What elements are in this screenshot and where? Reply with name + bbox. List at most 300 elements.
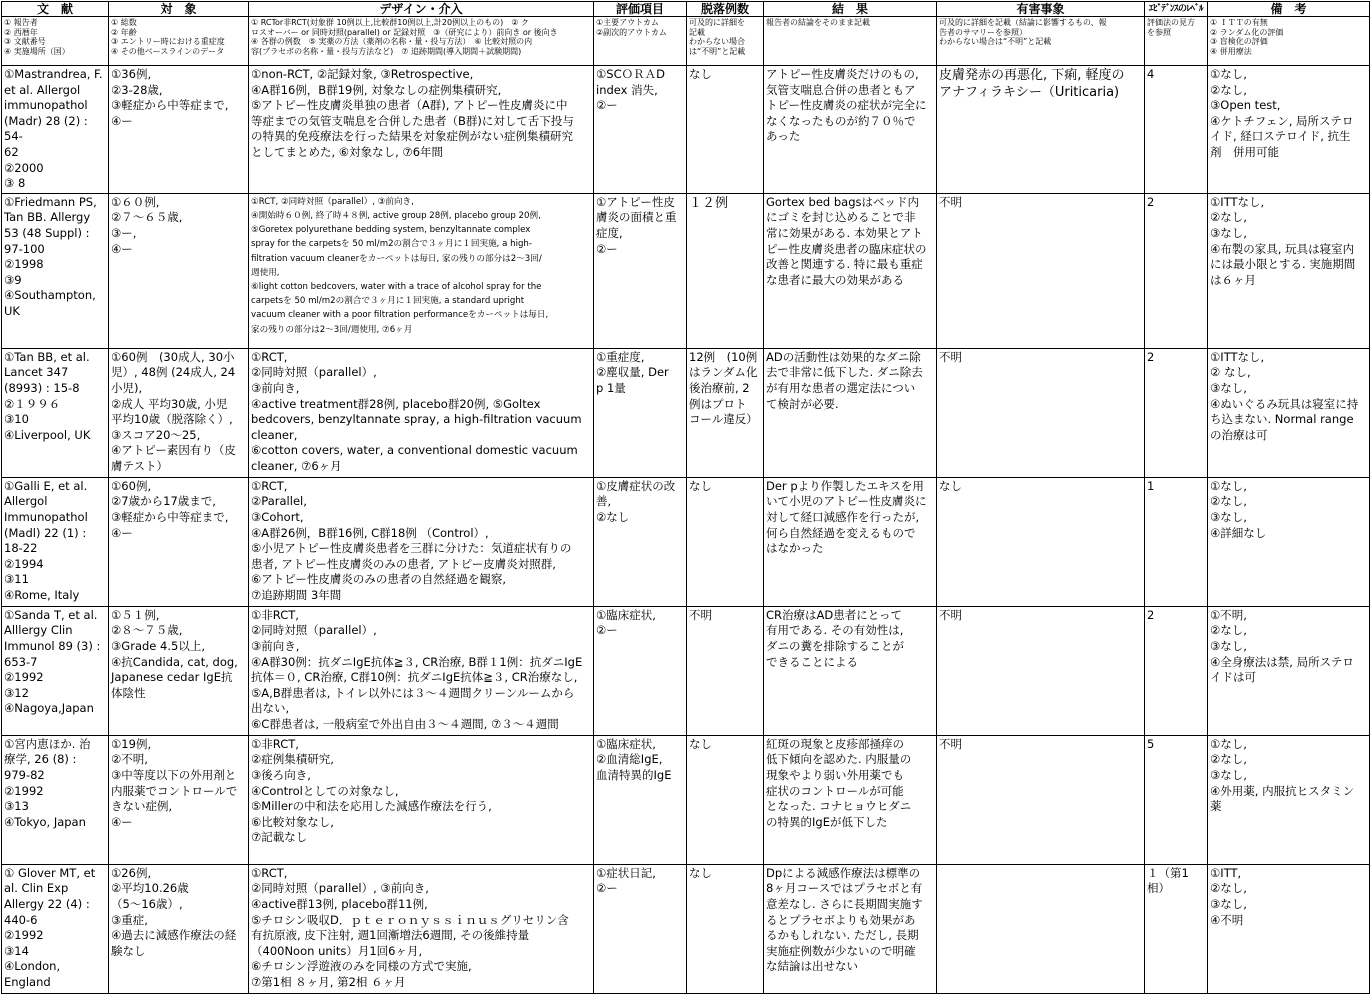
cell-line: ③軽症から中等症まで, xyxy=(111,509,229,524)
cell-subjects xyxy=(109,348,249,477)
cell-line: ④ 併用療法 xyxy=(1210,46,1252,56)
cell-remarks xyxy=(1208,193,1370,348)
header-cell: ｴﾋﾞﾃﾞﾝｽのﾚﾍﾞﾙ xyxy=(1145,2,1208,17)
cell-remarks xyxy=(1208,735,1370,864)
cell-line: ④Liverpool, UK xyxy=(4,427,91,442)
cell-line: ⑤Millerの中和法を応用した減感作療法を行う, xyxy=(251,799,492,814)
cell-line: ①主要アウトカム xyxy=(596,18,659,27)
cell-line: Tan BB. Allergy xyxy=(4,210,91,225)
subheader-cell xyxy=(1208,17,1370,66)
cell-line: ①なし, xyxy=(1210,67,1247,81)
cell-line: ②７～６５歳, xyxy=(111,210,183,225)
cell-line: 患者, アトピー性皮膚炎のみの患者, アトピー皮膚炎対照群, xyxy=(251,556,556,571)
cell-outcomes xyxy=(594,735,687,864)
cell-outcomes xyxy=(594,864,687,993)
cell-remarks xyxy=(1208,348,1370,477)
cell-dropouts xyxy=(687,193,764,348)
cell-reference xyxy=(2,66,109,194)
cell-design xyxy=(249,606,594,735)
cell-line: ④Controlとしての対象なし, xyxy=(251,783,399,798)
cell-dropouts xyxy=(687,606,764,735)
cell-line: イドは可 xyxy=(1210,670,1256,685)
cell-line: 体陰性 xyxy=(111,685,146,700)
cell-line: 2 xyxy=(1147,607,1155,622)
cell-line: アトピー性皮膚炎だけのもの, xyxy=(766,67,919,81)
cell-line: ①臨床症状, xyxy=(596,736,656,751)
cell-line: ②同時対照（parallel）, xyxy=(251,365,377,380)
cell-line: 評価法の見方 xyxy=(1147,18,1195,27)
cell-line: ②1994 xyxy=(4,556,44,571)
cell-line: は６ヶ月 xyxy=(1210,272,1256,287)
cell-line: ②2000 xyxy=(4,160,44,175)
cell-line: 善, xyxy=(596,494,612,509)
table-row xyxy=(2,864,1370,993)
cell-line: ③スコア20～25, xyxy=(111,427,201,442)
cell-line: Immunopathol xyxy=(4,509,88,524)
cell-dropouts xyxy=(687,735,764,864)
cell-line: なし xyxy=(689,736,712,751)
cell-outcomes xyxy=(594,606,687,735)
header-cell: 文 献 xyxy=(2,2,109,17)
cell-line: ②同時対照（parallel）, xyxy=(251,623,377,638)
cell-line: England xyxy=(4,974,51,989)
cell-line: は“不明”と記載 xyxy=(689,46,746,56)
cell-line: ②塵収量, Der xyxy=(596,365,669,380)
cell-line: ②なし, xyxy=(1210,881,1247,896)
cell-line: ①ITTなし, xyxy=(1210,349,1265,364)
cell-reference xyxy=(2,348,109,477)
cell-line: ち込まない. Normal range xyxy=(1210,412,1354,427)
cell-line: ④ぬいぐるみ玩具は寝室に持 xyxy=(1210,396,1359,411)
cell-line: ②1992 xyxy=(4,670,44,685)
cell-line: vacuum cleaner with a poor filtration performanceをカーペットは毎日, xyxy=(251,310,549,321)
cell-line: 出ない, xyxy=(251,701,290,716)
cell-line: spray for the carpetsを 50 ml/m2の割合で３ヶ月に１回実施, a high- xyxy=(251,239,532,250)
cell-line: ⑥light cotton bedcovers, water with a trace of alcohol spray for the xyxy=(251,281,542,292)
cell-evidence-level xyxy=(1145,66,1208,194)
cell-line: carpetsを 50 ml/m2の割合で３ヶ月に１回実施, a standard upright xyxy=(251,296,525,307)
cell-line: を参照 xyxy=(1147,27,1171,37)
cell-line: トピー性皮膚炎の症状が完全に xyxy=(766,98,927,113)
cell-line: ADの活動性は効果的なダニ除 xyxy=(766,349,921,364)
cell-line: 97-100 xyxy=(4,241,45,256)
cell-line: わからない場合は“不明”と記載 xyxy=(939,37,1052,46)
cell-results xyxy=(764,193,937,348)
cell-line: ②平均10.26歳 xyxy=(111,881,189,896)
cell-line: ①宮内恵ほか. 治 xyxy=(4,736,91,751)
table-row xyxy=(2,348,1370,477)
cell-results xyxy=(764,477,937,606)
cell-line: ④A群30例：抗ダニIgE抗体≧３, CR治療, B群１1例：抗ダニIgE xyxy=(251,654,583,669)
cell-line: Alllergy Clin xyxy=(4,623,73,638)
cell-line: ②症例集積研究, xyxy=(251,752,334,767)
cell-remarks xyxy=(1208,477,1370,606)
cell-subjects xyxy=(109,735,249,864)
cell-line: ④Southampton, xyxy=(4,288,96,303)
cell-line: 抗体＝０, CR治療, C群10例：抗ダニIgE抗体≧３, CR治療なし, xyxy=(251,670,578,685)
cell-line: 現象やより弱い外用薬でも xyxy=(766,767,904,782)
header-row xyxy=(2,2,1370,17)
cell-line: ②不明, xyxy=(111,752,148,767)
cell-line: ③なし, xyxy=(1210,509,1247,524)
cell-line: 例はプロト xyxy=(689,396,747,411)
cell-line: るとプラセボよりも効果があ xyxy=(766,912,916,927)
cell-line: ③なし, xyxy=(1210,767,1247,782)
cell-line: ②ー xyxy=(596,98,618,113)
cell-line: (8993) : 15-8 xyxy=(4,380,80,395)
cell-line: ③12 xyxy=(4,685,29,700)
cell-line: ② なし, xyxy=(1210,365,1251,380)
cell-line: るかもしれない. ただし, 長期 xyxy=(766,928,919,943)
cell-line: Der pより作製したエキスを用 xyxy=(766,478,924,493)
cell-line: 療学, 26 (8) : xyxy=(4,752,77,767)
cell-evidence-level xyxy=(1145,193,1208,348)
cell-line: 8ヶ月コースではプラセボと有 xyxy=(766,881,923,896)
cell-line: 意差なし. さらに長期間実施す xyxy=(766,896,923,911)
header-cell: 対 象 xyxy=(109,2,249,17)
cell-line: ④過去に減感作療法の経 xyxy=(111,928,237,943)
cell-line: ③ 盲検化の評価 xyxy=(1210,37,1268,46)
cell-line: ①５１例, xyxy=(111,607,160,622)
cell-line: 979-82 xyxy=(4,767,45,782)
cell-line: となった. コナヒョウヒダニ xyxy=(766,799,912,814)
cell-line: ①RCT, xyxy=(251,865,288,880)
cell-line: 小児), xyxy=(111,380,143,395)
cell-line: 気管支喘息合併の患者ともア xyxy=(766,82,916,97)
cell-outcomes xyxy=(594,477,687,606)
cell-line: 2 xyxy=(1147,194,1155,209)
cell-line: の治療は可 xyxy=(1210,427,1268,442)
header-cell: デザイン・介入 xyxy=(249,2,594,17)
cell-line: ②なし, xyxy=(1210,752,1247,767)
cell-evidence-level xyxy=(1145,735,1208,864)
header-cell: 結 果 xyxy=(764,2,937,17)
cell-results xyxy=(764,864,937,993)
cell-subjects xyxy=(109,66,249,194)
cell-line: ④ー xyxy=(111,525,133,540)
cell-line: にゴミを封じ込めることで非 xyxy=(766,210,916,225)
cell-reference xyxy=(2,477,109,606)
cell-line: ①RCT, xyxy=(251,349,288,364)
cell-line: ③後ろ向き, xyxy=(251,767,311,782)
cell-line: ①不明, xyxy=(1210,607,1247,622)
cell-line: な患者に最大の効果がある xyxy=(766,272,904,287)
cell-adverse-events xyxy=(937,606,1145,735)
cell-line: Dpによる減感作療法は標準の xyxy=(766,865,921,880)
table-body xyxy=(2,66,1370,994)
cell-line: ロスオーバー or 同時対照(parallel) or 記録対照 ③（研究により）前向き or 後向き xyxy=(251,27,558,37)
cell-line: なし xyxy=(689,478,712,493)
cell-line: ①臨床症状, xyxy=(596,607,656,622)
cell-results xyxy=(764,606,937,735)
cell-line: ④ その他ベースラインのデータ xyxy=(111,46,225,56)
cell-line: ⑤Goretex polyurethane bedding system, benzyltannate complex xyxy=(251,225,531,236)
cell-line: ③前向き, xyxy=(251,380,300,395)
cell-line: 記載 xyxy=(689,27,705,37)
cell-line: ④外用薬, 内服抗ヒスタミン xyxy=(1210,783,1355,798)
cell-line: あった xyxy=(766,129,801,144)
cell-line: ④ー xyxy=(111,241,133,256)
cell-line: ⑤小児アトピー性皮膚炎患者を三群に分けた：気道症状有りの xyxy=(251,541,572,556)
cell-line: ④ケトチフェン, 局所ステロ xyxy=(1210,113,1354,128)
cell-line: UK xyxy=(4,303,20,318)
cell-line: 不明 xyxy=(939,736,962,751)
cell-dropouts xyxy=(687,477,764,606)
cell-remarks xyxy=(1208,864,1370,993)
cell-line: １２例 xyxy=(689,195,729,211)
cell-line: ②7歳から17歳まで, xyxy=(111,494,216,509)
cell-line: ②ー xyxy=(596,881,618,896)
cell-dropouts xyxy=(687,348,764,477)
cell-line: 可及的に詳細を記載（結論に影響するもの、報 xyxy=(939,18,1107,27)
cell-design xyxy=(249,348,594,477)
cell-design xyxy=(249,735,594,864)
cell-line: ③ー, xyxy=(111,225,137,240)
cell-line: ② 年齢 xyxy=(111,27,137,37)
cell-line: 験なし xyxy=(111,943,146,958)
cell-line: 12例 (10例 xyxy=(689,349,758,364)
cell-line: コール違反） xyxy=(689,412,758,427)
cell-line: 去で非常に低下した. ダニ除去 xyxy=(766,365,923,380)
cell-line: ④active群13例, placebo群11例, xyxy=(251,896,428,911)
cell-line: ①なし, xyxy=(1210,478,1247,493)
cell-remarks xyxy=(1208,66,1370,194)
cell-line: ① RCTor非RCT(対象群 10例以上,比較群10例以上,計20例以上のもの) ② ク xyxy=(251,18,529,27)
table-row xyxy=(2,66,1370,194)
cell-line: ①非RCT, xyxy=(251,607,299,622)
cell-line: て検討が必要. xyxy=(766,396,839,411)
subheader-row xyxy=(2,17,1370,66)
cell-line: 4 xyxy=(1147,67,1155,81)
cell-line: 不明 xyxy=(939,349,962,364)
cell-subjects xyxy=(109,864,249,993)
cell-line: ①症状日記, xyxy=(596,865,656,880)
cell-evidence-level xyxy=(1145,477,1208,606)
cell-line: immunopathol xyxy=(4,98,88,113)
cell-line: ② ランダム化の評価 xyxy=(1210,27,1284,37)
cell-line: ①Galli E, et al. xyxy=(4,478,88,493)
cell-line: ③10 xyxy=(4,412,29,427)
cell-line: ①60例 (30成人, 30小 xyxy=(111,349,235,364)
cell-line: ③なし, xyxy=(1210,638,1247,653)
cell-line: 等症までの気管支喘息を合併した患者（B群)に対して舌下投与 xyxy=(251,113,574,128)
cell-outcomes xyxy=(594,193,687,348)
cell-line: 児）, 48例 (24成人, 24 xyxy=(111,365,236,380)
cell-line: (Madr) 28 (2) : 54- xyxy=(4,113,92,144)
cell-line: ⑤チロシン吸収D．ｐｔｅｒｏｎｙｓｓｉｎｕｓグリセリン含 xyxy=(251,912,569,927)
cell-line: ②副次的アウトカム xyxy=(596,27,667,37)
cell-line: 相） xyxy=(1147,881,1170,896)
cell-line: 常に効果がある. 本効果とアト xyxy=(766,225,923,240)
cell-line: ④全身療法は禁, 局所ステロ xyxy=(1210,654,1354,669)
cell-line: 後治療前, 2 xyxy=(689,380,750,395)
cell-line: ③軽症から中等症まで, xyxy=(111,98,229,113)
cell-line: 容(プラセボの名称・量・投与方法など) ⑦ 追跡期間(導入期間＋試験期間) xyxy=(251,46,522,56)
cell-line: 有用である. その有効性は, xyxy=(766,623,904,638)
cell-line: ③11 xyxy=(4,572,29,587)
cell-line: ①ITTなし, xyxy=(1210,194,1265,209)
header-cell: 備 考 xyxy=(1208,2,1370,17)
cell-line: わからない場合 xyxy=(689,37,745,46)
cell-line: が有用な患者の選定法につい xyxy=(766,380,916,395)
cell-line: 内服薬でコントロールで xyxy=(111,783,238,798)
cell-line: ①19例, xyxy=(111,736,152,751)
cell-line: ④抗Candida, cat, dog, xyxy=(111,654,238,669)
cell-remarks xyxy=(1208,606,1370,735)
cell-line: ②ー xyxy=(596,241,618,256)
cell-line: ⑥C群患者は, 一般病室で外出自由３～４週間, ⑦３～４週間 xyxy=(251,716,559,731)
cell-line: p 1量 xyxy=(596,380,626,395)
cell-line: はなかった xyxy=(766,541,824,556)
cell-line: 血清特異的IgE xyxy=(596,767,672,782)
cell-line: ③ 文献番号 xyxy=(4,37,46,46)
cell-line: 症度, xyxy=(596,225,623,240)
cell-subjects xyxy=(109,477,249,606)
cell-line: ②なし, xyxy=(1210,494,1247,509)
cell-results xyxy=(764,348,937,477)
cell-subjects xyxy=(109,193,249,348)
cell-line: きない症例, xyxy=(111,799,173,814)
cell-line: index 消失, xyxy=(596,82,658,97)
cell-line: 653-7 xyxy=(4,654,38,669)
cell-design xyxy=(249,477,594,606)
header-cell: 有害事象 xyxy=(937,2,1145,17)
cell-results xyxy=(764,66,937,194)
cell-line: ③なし, xyxy=(1210,225,1247,240)
cell-line: 膚テスト） xyxy=(111,458,169,473)
cell-adverse-events xyxy=(937,864,1145,993)
cell-line: 剤 併用可能 xyxy=(1210,144,1279,159)
cell-line: ① 報告者 xyxy=(4,18,38,27)
cell-line: ⑤アトピー性皮膚炎単独の患者（A群), アトピー性皮膚炎に中 xyxy=(251,98,568,113)
cell-line: なくなったものが約７０％で xyxy=(766,113,916,128)
cell-line: ①Tan BB, et al. xyxy=(4,349,90,364)
cell-line: ②Parallel, xyxy=(251,494,307,509)
cell-line: ⑦追跡期間 3年間 xyxy=(251,587,342,602)
cell-line: ②８～７５歳, xyxy=(111,623,183,638)
cell-line: 膚炎の面積と重 xyxy=(596,210,677,225)
cell-line: ②なし, xyxy=(1210,210,1247,225)
cell-line: はランダム化 xyxy=(689,365,758,380)
cell-line: ①なし, xyxy=(1210,736,1247,751)
cell-line: ③なし, xyxy=(1210,380,1247,395)
cell-line: ⑦記載なし xyxy=(251,830,308,845)
cell-line: ③重症, xyxy=(111,912,148,927)
cell-dropouts xyxy=(687,66,764,194)
cell-line: ④ 実施場所（国） xyxy=(4,46,70,56)
cell-line: ② 西暦年 xyxy=(4,27,38,37)
cell-adverse-events xyxy=(937,735,1145,864)
cell-line: な結論は出せない xyxy=(766,959,858,974)
cell-line: ②なし, xyxy=(1210,82,1247,97)
cell-line: 2 xyxy=(1147,349,1155,364)
cell-line: 53 (48 Suppl) : xyxy=(4,225,90,240)
cell-line: 症状のコントロールが可能 xyxy=(766,783,904,798)
cell-line: 5 xyxy=(1147,736,1155,751)
cell-line: ①RCT, xyxy=(251,478,288,493)
subheader-cell xyxy=(1145,17,1208,66)
cell-line: には最小限とする. 実施期間 xyxy=(1210,257,1356,272)
cell-line: ④Nagoya,Japan xyxy=(4,701,94,716)
cell-results xyxy=(764,735,937,864)
cell-line: ⑥cotton covers, water, a conventional domestic vacuum xyxy=(251,443,578,458)
cell-line: ①非RCT, xyxy=(251,736,299,751)
cell-line: ⑤A,B群患者は, トイレ以外には３～４週間クリーンルームから xyxy=(251,685,575,700)
cell-line: ④布製の家具, 玩具は寝室内 xyxy=(1210,241,1355,256)
cell-adverse-events xyxy=(937,66,1145,194)
cell-line: ②同時対照（parallel）, ③前向き, xyxy=(251,881,429,896)
cell-adverse-events xyxy=(937,193,1145,348)
cell-line: ①重症度, xyxy=(596,349,645,364)
cell-line: et al. Allergol xyxy=(4,82,81,97)
cell-line: ④ー xyxy=(111,113,133,128)
subheader-cell xyxy=(764,17,937,66)
cell-line: ②なし, xyxy=(1210,623,1247,638)
cell-line: ⑥比較対象なし, xyxy=(251,814,334,829)
cell-line: ②3-28歳, xyxy=(111,82,163,97)
cell-line: １（第1 xyxy=(1147,865,1189,880)
cell-line: ①36例, xyxy=(111,67,152,81)
table-row xyxy=(2,606,1370,735)
cell-line: いて小児のアトピー性皮膚炎に xyxy=(766,494,927,509)
cell-adverse-events xyxy=(937,348,1145,477)
cell-line: アナフィラキシー（Uriticaria) xyxy=(939,85,1120,100)
header-cell: 評価項目 xyxy=(594,2,687,17)
cell-line: 平均10歳（脱落除く）, xyxy=(111,412,233,427)
cell-line: 有抗原液, 皮下注射, 週1回漸増法6週間, その後維持量 xyxy=(251,928,530,943)
cell-line: ①ITT, xyxy=(1210,865,1242,880)
cell-line: 紅斑の現象と皮疹部掻痒の xyxy=(766,736,904,751)
cell-design xyxy=(249,193,594,348)
cell-line: ①RCT, ②同時対照（parallel）, ③前向き, xyxy=(251,196,414,207)
cell-line: ③14 xyxy=(4,943,29,958)
cell-line: ①26例, xyxy=(111,865,152,880)
cell-line: Lancet 347 xyxy=(4,365,69,380)
cell-line: ②なし xyxy=(596,509,630,524)
cell-line: ダニの糞を排除することが xyxy=(766,638,904,653)
cell-line: CR治療はAD患者にとって xyxy=(766,607,903,622)
header-cell: 脱落例数 xyxy=(687,2,764,17)
cell-subjects xyxy=(109,606,249,735)
cell-line: ④active treatment群28例, placebo群20例, ⑤Goltex xyxy=(251,396,541,411)
cell-line: ①６０例, xyxy=(111,194,160,209)
cell-line: ③Grade 4.5以上, xyxy=(111,638,205,653)
cell-outcomes xyxy=(594,348,687,477)
cell-line: ③ 8 xyxy=(4,176,26,191)
cell-line: 皮膚発赤の再悪化, 下痢, 軽度の xyxy=(939,68,1125,83)
cell-design xyxy=(249,864,594,993)
cell-line: （400Noon units）月1回6ヶ月, xyxy=(251,943,423,958)
cell-reference xyxy=(2,864,109,993)
subheader-cell xyxy=(687,17,764,66)
cell-line: cleaner, ⑦6ヶ月 xyxy=(251,458,342,473)
subheader-cell xyxy=(109,17,249,66)
cell-line: Japanese cedar IgE抗 xyxy=(111,670,233,685)
cell-line: ④Tokyo, Japan xyxy=(4,814,86,829)
cell-line: ① ＩＴＴの有無 xyxy=(1210,18,1268,27)
cell-adverse-events xyxy=(937,477,1145,606)
cell-line: 18-22 xyxy=(4,541,38,556)
cell-line: ④A群26例，B群16例, C群18例 （Control）, xyxy=(251,525,489,540)
cell-line: Immunol 89 (3) : xyxy=(4,638,101,653)
cell-line: 不明 xyxy=(939,194,962,209)
cell-line: 週使用, xyxy=(251,267,280,278)
cell-evidence-level xyxy=(1145,606,1208,735)
cell-line: ⑥アトピー性皮膚炎のみの患者の自然経過を観察, xyxy=(251,572,507,587)
cell-line: 家の残りの部分は2～3回/週使用, ⑦6ヶ月 xyxy=(251,324,413,335)
cell-line: ③前向き, xyxy=(251,638,300,653)
cell-line: (Madl) 22 (1) : xyxy=(4,525,87,540)
